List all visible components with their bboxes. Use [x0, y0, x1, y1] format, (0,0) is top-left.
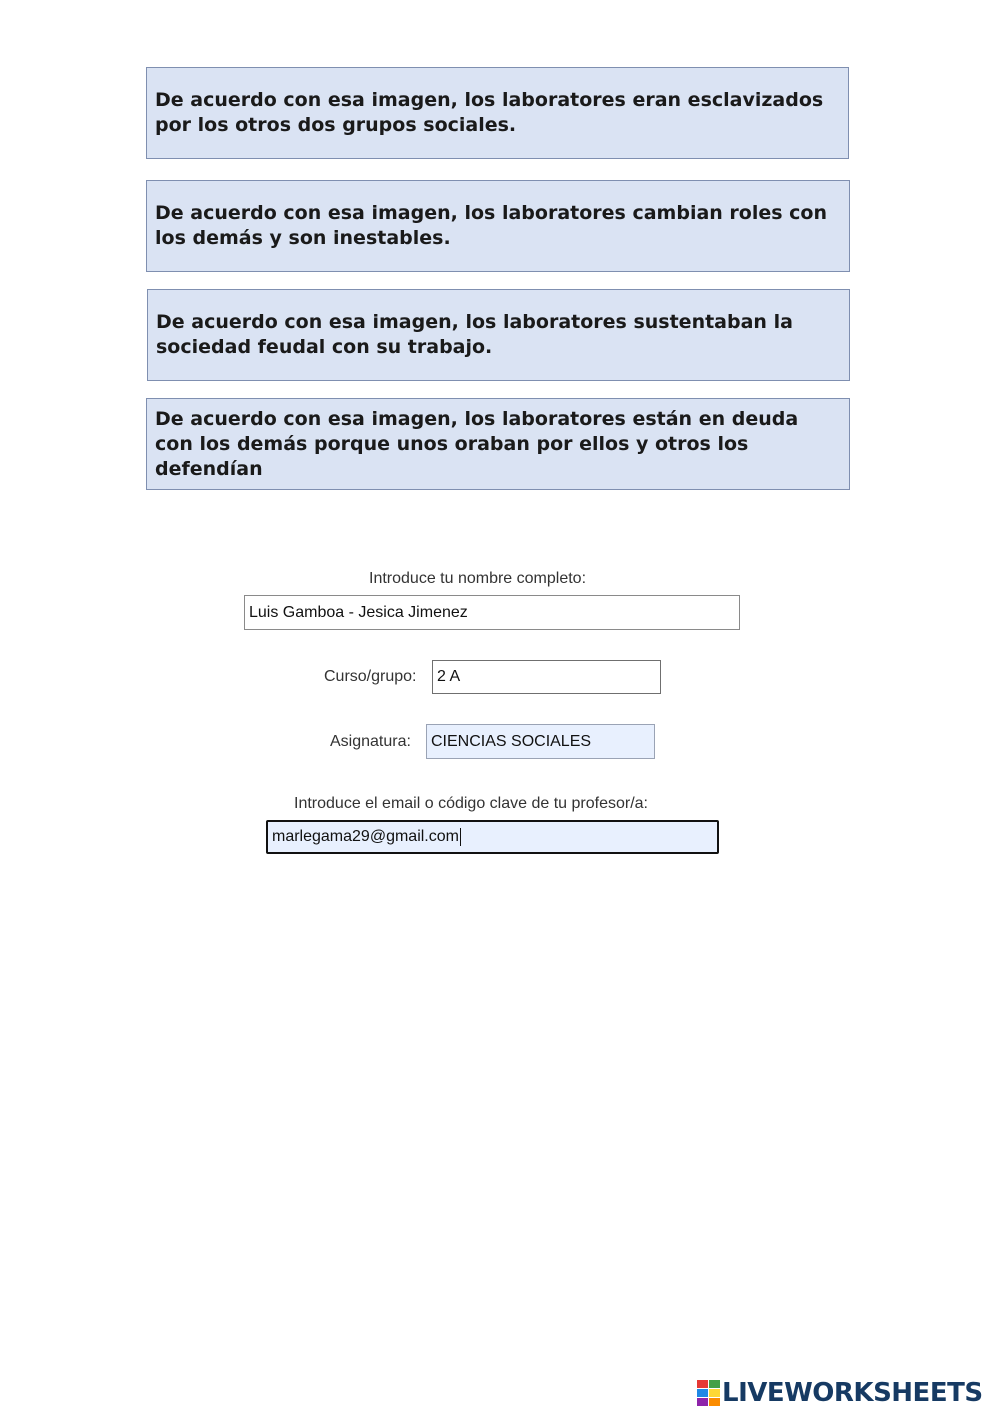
course-group-label: Curso/grupo:	[324, 668, 417, 685]
answer-option-text: De acuerdo con esa imagen, los laboratores cambian roles con los demás y son inestables.	[155, 202, 828, 249]
logo-square	[709, 1380, 720, 1388]
logo-square	[697, 1380, 708, 1388]
teacher-email-input[interactable]	[266, 820, 719, 854]
liveworksheets-brand[interactable]	[697, 1378, 983, 1408]
answer-option-text: De acuerdo con esa imagen, los laboratores eran esclavizados por los otros dos grupos sociales.	[155, 89, 824, 136]
full-name-value: Luis Gamboa - Jesica Jimenez	[249, 603, 468, 621]
full-name-label: Introduce tu nombre completo:	[369, 570, 587, 587]
answer-option-4[interactable]	[146, 398, 850, 490]
subject-label: Asignatura:	[330, 733, 411, 750]
teacher-email-value: marlegama29@gmail.com	[272, 828, 459, 845]
logo-square	[697, 1389, 708, 1397]
logo-square	[709, 1398, 720, 1406]
logo-square	[697, 1398, 708, 1406]
teacher-email-label: Introduce el email o código clave de tu profesor/a:	[294, 795, 648, 812]
full-name-input[interactable]	[244, 595, 740, 630]
liveworksheets-logo-icon	[697, 1380, 719, 1406]
answer-option-1[interactable]	[146, 67, 849, 159]
brand-name: LIVEWORKSHEETS	[722, 1378, 983, 1408]
answer-option-text: De acuerdo con esa imagen, los laboratores sustentaban la sociedad feudal con su trabajo.	[156, 311, 793, 358]
course-group-input[interactable]	[432, 660, 661, 694]
answer-option-3[interactable]	[147, 289, 850, 381]
answer-option-text: De acuerdo con esa imagen, los laboratores están en deuda con los demás porque unos oraban por ellos y otros los defendían	[155, 407, 799, 480]
answer-option-2[interactable]	[146, 180, 850, 272]
logo-square	[709, 1389, 720, 1397]
course-group-value: 2 A	[437, 668, 461, 685]
subject-input[interactable]	[426, 724, 655, 759]
subject-value: CIENCIAS SOCIALES	[431, 732, 592, 750]
text-caret	[460, 828, 461, 846]
